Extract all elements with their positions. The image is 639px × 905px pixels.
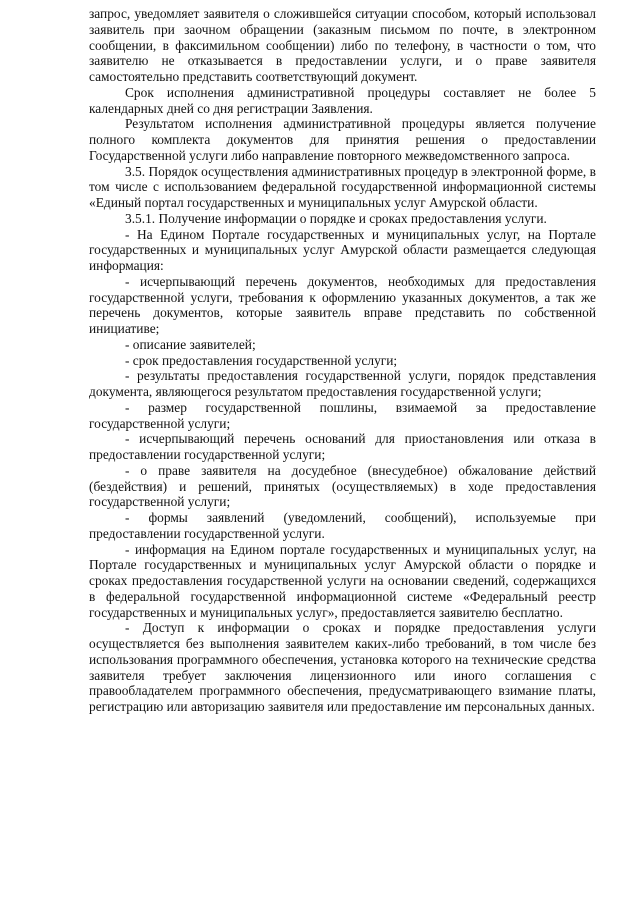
- paragraph: запрос, уведомляет заявителя о сложившейся ситуации способом, который использовал заявитель при заочном обращении (заказным письмом по почте, в электронном сообщении, в факсимильном сообщении) либо по телефону, в частности о том, что заявителю не отказывается в предоставлении услуги, и о праве заявителя самостоятельно представить соответствующий документ.: [89, 6, 596, 84]
- list-item: - формы заявлений (уведомлений, сообщений), используемые при предоставлении государственной услуги.: [89, 510, 596, 541]
- list-item: - Доступ к информации о сроках и порядке предоставления услуги осуществляется без выполнения заявителем каких-либо требований, в том числе без использования программного обеспечения, установка которого на технические средства заявителя требует заключения лицензионного или иного соглашения с правообладателем программного обеспечения, предусматривающего взимание платы, регистрацию или авторизацию заявителя или предоставление им персональных данных.: [89, 620, 596, 714]
- list-item: - исчерпывающий перечень оснований для приостановления или отказа в предоставлении государственной услуги;: [89, 431, 596, 462]
- list-item: - результаты предоставления государственной услуги, порядок представления документа, являющегося результатом предоставления государственной услуги;: [89, 368, 596, 399]
- list-item: - о праве заявителя на досудебное (внесудебное) обжалование действий (бездействия) и решений, принятых (осуществляемых) в ходе предоставления государственной услуги;: [89, 462, 596, 510]
- paragraph: Результатом исполнения административной процедуры является получение полного комплекта документов для принятия решения о предоставлении Государственной услуги либо направление повторного межведомственного запроса.: [89, 116, 596, 163]
- paragraph: Срок исполнения административной процедуры составляет не более 5 календарных дней со дня регистрации Заявления.: [89, 84, 596, 116]
- subsection-heading: 3.5.1. Получение информации о порядке и сроках предоставления услуги.: [125, 210, 547, 226]
- list-item: - исчерпывающий перечень документов, необходимых для предоставления государственной услуги, требования к оформлению указанных документов, а так же перечень документов, которые заявитель вправе представить по собственной инициативе;: [89, 273, 596, 336]
- list-item: - срок предоставления государственной услуги;: [125, 352, 398, 368]
- list-item: - информация на Едином портале государственных и муниципальных услуг, на Портале государственных и муниципальных услуг Амурской области о порядке и сроках предоставления государственной услуги на основании сведений, содержащихся в федеральной государственной информационной системе «Федеральный реестр государственных и муниципальных услуг», предоставляется заявителю бесплатно.: [89, 541, 596, 620]
- list-item: - описание заявителей;: [125, 336, 256, 352]
- section-heading: 3.5. Порядок осуществления административных процедур в электронной форме, в том числе с использованием федеральной государственной информационной системы «Единый портал государственных и муниципальных услуг Амурской области.: [89, 163, 596, 210]
- document-page: [89, 6, 596, 715]
- list-item: - размер государственной пошлины, взимаемой за предоставление государственной услуги;: [89, 399, 596, 431]
- list-intro: - На Едином Портале государственных и муниципальных услуг, на Портале государственных и муниципальных услуг Амурской области размещается следующая информация:: [89, 226, 596, 273]
